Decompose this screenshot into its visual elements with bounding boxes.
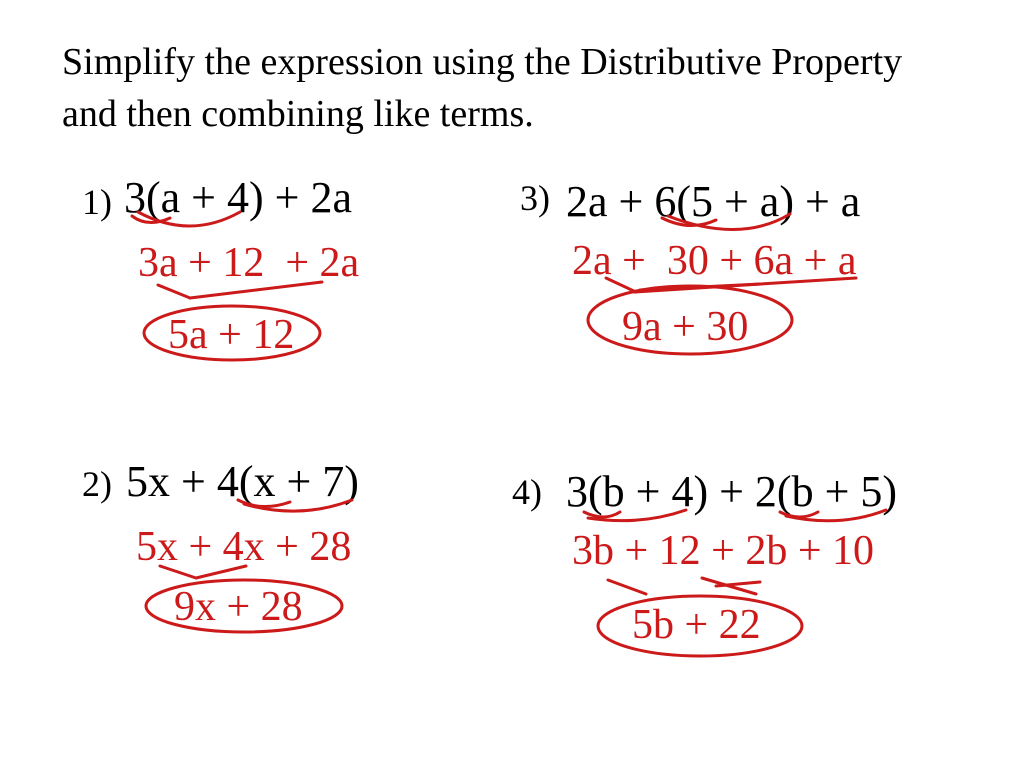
distribute-arc (588, 510, 686, 521)
problem-2-expression: 5x + 4(x + 7) (126, 457, 359, 506)
problem-4-answer: 5b + 22 (632, 602, 761, 648)
combine-line (190, 282, 322, 298)
combine-line (606, 278, 636, 292)
combine-line (158, 285, 190, 298)
combine-line (196, 566, 246, 578)
problem-2-step: 5x + 4x + 28 (136, 524, 352, 570)
distribute-arc (668, 214, 790, 230)
answer-circle (146, 580, 342, 632)
combine-line (160, 566, 196, 578)
problem-1-step: 3a + 12 + 2a (138, 240, 360, 286)
answer-circle (144, 306, 320, 360)
problem-1-number: 1) (82, 182, 112, 222)
problem-3-expression: 2a + 6(5 + a) + a (566, 177, 861, 226)
answer-circle (588, 286, 792, 354)
problem-4-number: 4) (512, 472, 542, 512)
problem-4-step: 3b + 12 + 2b + 10 (572, 528, 875, 574)
problem-3-step: 2a + 30 + 6a + a (572, 238, 857, 284)
problem-3-answer: 9a + 30 (622, 304, 749, 350)
problem-1-expression: 3(a + 4) + 2a (124, 173, 352, 222)
problem-2-answer: 9x + 28 (174, 584, 303, 630)
combine-line (608, 580, 646, 594)
answer-circle (598, 596, 802, 656)
instructions-text: Simplify the expression using the Distributive Property and then combining like terms. (62, 41, 903, 135)
distribute-arc (584, 512, 620, 517)
problem-1-answer: 5a + 12 (168, 312, 295, 358)
problem-4-expression: 3(b + 4) + 2(b + 5) (566, 467, 898, 516)
distribute-arc (786, 510, 886, 521)
problem-2-number: 2) (82, 464, 112, 504)
problem-3-number: 3) (520, 178, 550, 218)
